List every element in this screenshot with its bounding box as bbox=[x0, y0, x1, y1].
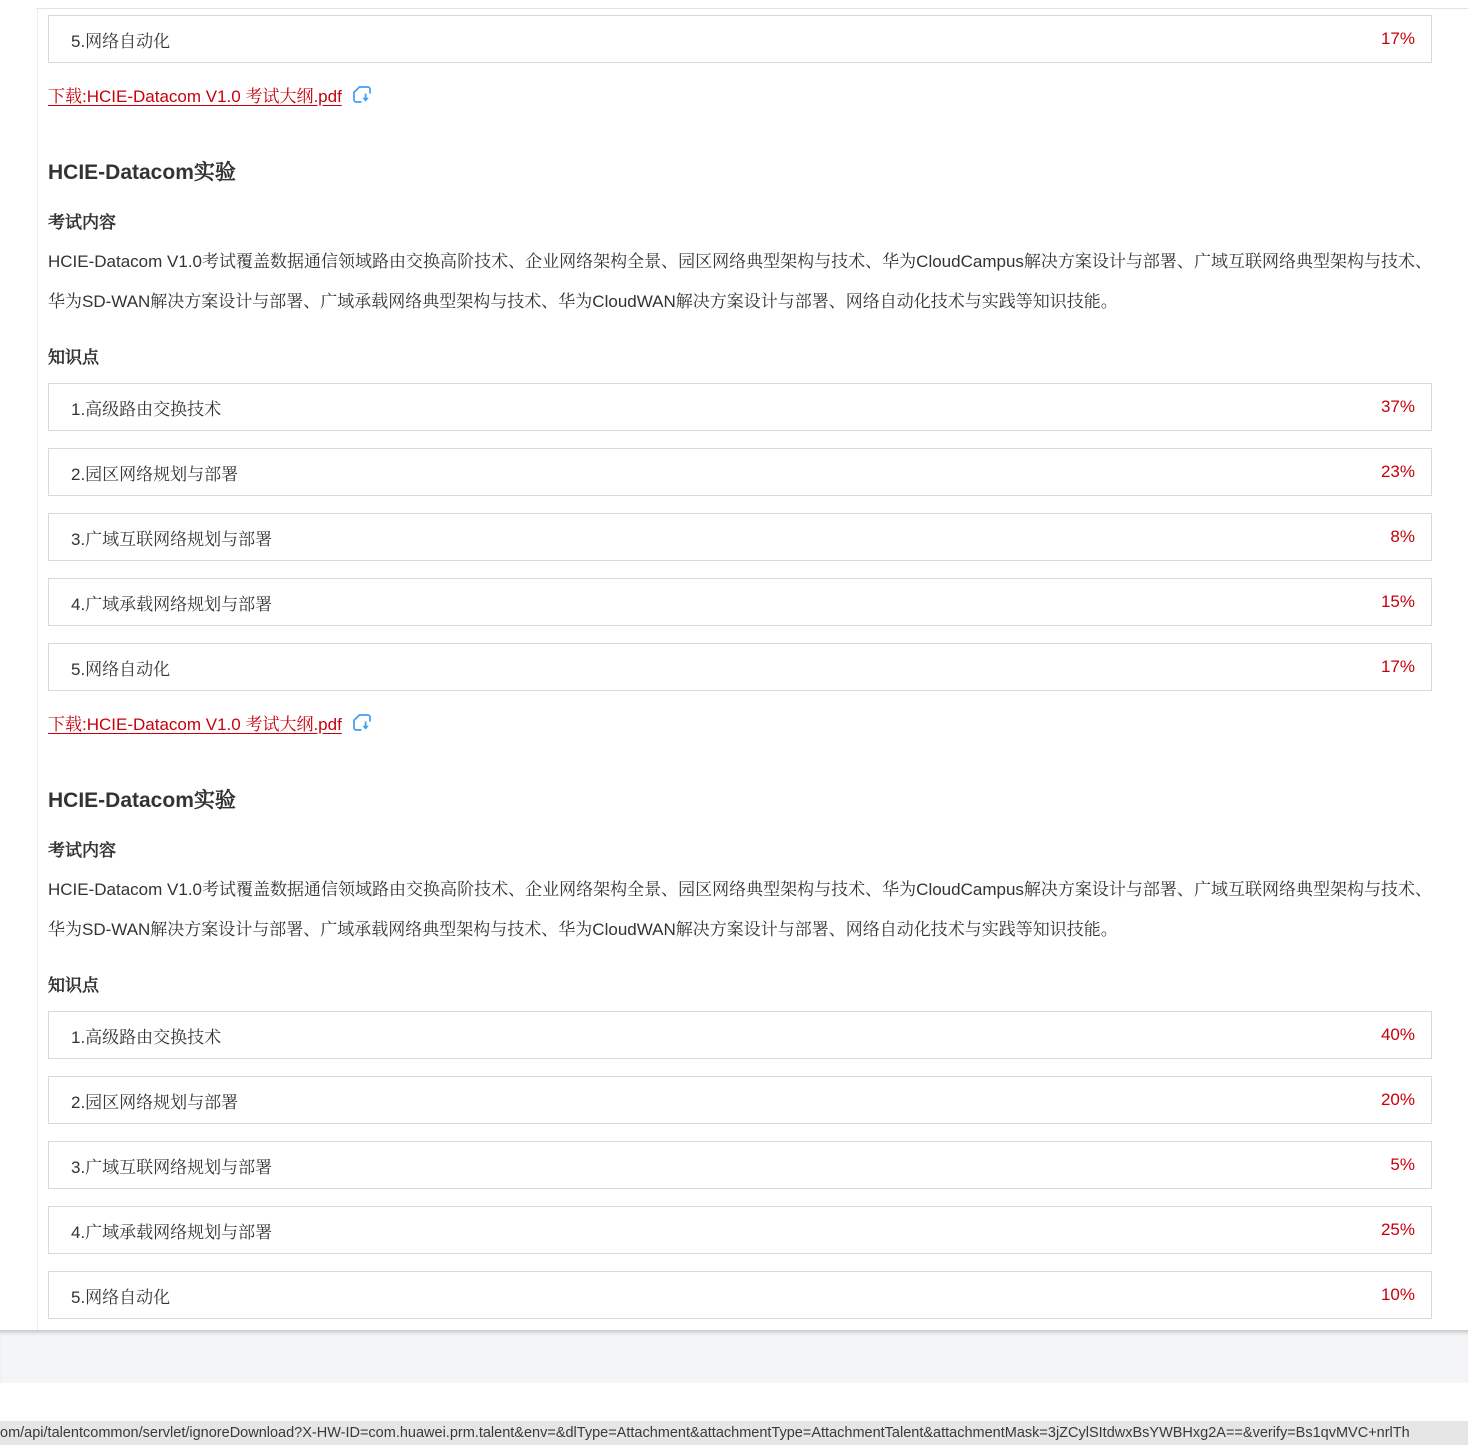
point-percentage: 15% bbox=[1380, 592, 1415, 611]
knowledge-points-list bbox=[48, 383, 1432, 691]
point-label: 3.广域互联网络规划与部署 bbox=[71, 529, 273, 549]
point-label: 3.广域互联网络规划与部署 bbox=[71, 1157, 273, 1177]
knowledge-points-heading: 知识点 bbox=[48, 976, 99, 995]
table-row bbox=[48, 448, 1432, 496]
download-link[interactable] bbox=[48, 82, 372, 107]
point-label: 1.高级路由交换技术 bbox=[71, 1027, 222, 1047]
point-percentage: 25% bbox=[1380, 1220, 1415, 1239]
content-left-border bbox=[37, 8, 38, 1330]
download-link-label: 下载:HCIE-Datacom V1.0 考试大纲.pdf bbox=[48, 715, 342, 734]
file-download-icon bbox=[351, 712, 372, 733]
table-row bbox=[48, 1076, 1432, 1124]
point-percentage: 10% bbox=[1380, 1285, 1415, 1304]
download-link-label: 下载:HCIE-Datacom V1.0 考试大纲.pdf bbox=[48, 87, 342, 106]
browser-status-bar bbox=[0, 1421, 1468, 1445]
section-title: HCIE-Datacom实验 bbox=[48, 161, 236, 184]
table-row bbox=[48, 1011, 1432, 1059]
point-percentage: 8% bbox=[1390, 527, 1415, 546]
table-row bbox=[48, 643, 1432, 691]
table-row bbox=[48, 1141, 1432, 1189]
page-footer bbox=[0, 1330, 1468, 1383]
download-link[interactable] bbox=[48, 710, 372, 735]
table-row bbox=[48, 513, 1432, 561]
point-label: 4.广域承载网络规划与部署 bbox=[71, 594, 273, 614]
exam-content-heading: 考试内容 bbox=[48, 213, 116, 232]
table-row bbox=[48, 15, 1432, 63]
point-percentage: 5% bbox=[1390, 1155, 1415, 1174]
point-percentage: 17% bbox=[1380, 29, 1415, 48]
point-label: 2.园区网络规划与部署 bbox=[71, 464, 239, 484]
exam-content-heading: 考试内容 bbox=[48, 841, 116, 860]
point-percentage: 37% bbox=[1380, 397, 1415, 416]
point-label: 1.高级路由交换技术 bbox=[71, 399, 222, 419]
knowledge-points-list bbox=[48, 1011, 1432, 1319]
table-row bbox=[48, 1271, 1432, 1319]
point-label: 5.网络自动化 bbox=[71, 31, 171, 51]
exam-section bbox=[48, 787, 1432, 1319]
table-row bbox=[48, 383, 1432, 431]
point-percentage: 40% bbox=[1380, 1025, 1415, 1044]
exam-content-text: HCIE-Datacom V1.0考试覆盖数据通信领域路由交换高阶技术、企业网络架构全景、园区网络典型架构与技术、华为CloudCampus解决方案设计与部署、广域互联网络典型架构与技术、华为SD-WAN解决方案设计与部署、广域承载网络典型架构与技术、华为CloudWAN解决方案设计与部署、网络自动化技术与实践等知识技能。 bbox=[48, 880, 1432, 939]
main-content bbox=[48, 0, 1432, 1336]
point-label: 4.广域承载网络规划与部署 bbox=[71, 1222, 273, 1242]
point-label: 5.网络自动化 bbox=[71, 659, 171, 679]
point-percentage: 17% bbox=[1380, 657, 1415, 676]
knowledge-points-heading: 知识点 bbox=[48, 348, 99, 367]
point-percentage: 20% bbox=[1380, 1090, 1415, 1109]
point-label: 5.网络自动化 bbox=[71, 1287, 171, 1307]
exam-content-text: HCIE-Datacom V1.0考试覆盖数据通信领域路由交换高阶技术、企业网络架构全景、园区网络典型架构与技术、华为CloudCampus解决方案设计与部署、广域互联网络典型架构与技术、华为SD-WAN解决方案设计与部署、广域承载网络典型架构与技术、华为CloudWAN解决方案设计与部署、网络自动化技术与实践等知识技能。 bbox=[48, 252, 1432, 311]
table-row bbox=[48, 1206, 1432, 1254]
section-title: HCIE-Datacom实验 bbox=[48, 789, 236, 812]
status-url-text: om/api/talentcommon/servlet/ignoreDownload?X-HW-ID=com.huawei.prm.talent&env=&dlType=Attachment&attachmentType=AttachmentTalent&attachmentMask=3jZCylSItdwxBsYWBHxg2A==&verify=Bs1qvMVC+nrlTh bbox=[0, 1425, 1410, 1441]
table-row bbox=[48, 578, 1432, 626]
point-label: 2.园区网络规划与部署 bbox=[71, 1092, 239, 1112]
file-download-icon bbox=[351, 84, 372, 105]
point-percentage: 23% bbox=[1380, 462, 1415, 481]
exam-section bbox=[48, 159, 1432, 735]
